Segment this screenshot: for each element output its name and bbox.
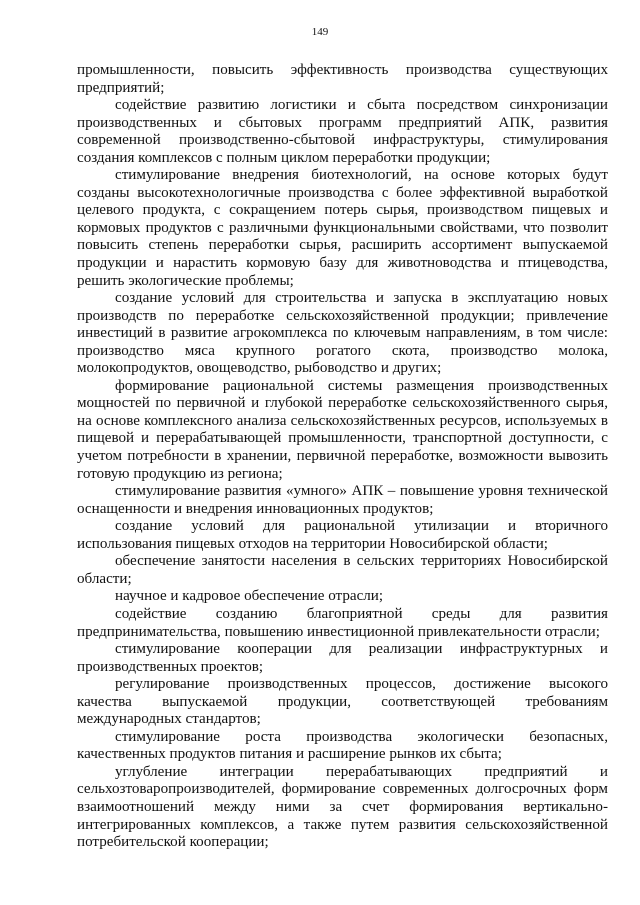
paragraph: стимулирование кооперации для реализации инфраструктурных и производственных проектов; bbox=[77, 641, 608, 675]
paragraph: научное и кадровое обеспечение отрасли; bbox=[115, 588, 384, 605]
page-number: 149 bbox=[311, 26, 329, 38]
paragraph: обеспечение занятости населения в сельских территориях Новосибирской области; bbox=[77, 553, 608, 587]
paragraph: создание условий для строительства и запуска в эксплуатацию новых производств по переработке сельскохозяйственной продукции; привлечение инвестиций в развитие агрокомплекса по ключевым направлениям, в том числе: производство мяса крупного рогатого скота, производство молока, молокопродуктов, овощеводство, рыбоводство и других; bbox=[77, 290, 608, 377]
paragraph: регулирование производственных процессов, достижение высокого качества выпускаемой продукции, соответствующей требованиям международных стандартов; bbox=[77, 676, 608, 728]
paragraph: создание условий для рациональной утилизации и вторичного использования пищевых отходов на территории Новосибирской области; bbox=[77, 518, 608, 552]
paragraph: формирование рациональной системы размещения производственных мощностей по первичной и глубокой переработке сельскохозяйственного сырья, на основе комплексного анализа сельскохозяйственных ресурсов, используемых в пищевой и перерабатывающей промышленности, транспортной доступности, с учетом потребности в хранении, первичной переработке, возможности вывозить готовую продукцию из региона; bbox=[77, 377, 608, 482]
paragraph: промышленности, повысить эффективность производства существующих предприятий; bbox=[77, 62, 608, 96]
paragraph: стимулирование внедрения биотехнологий, на основе которых будут созданы высокотехнологичные производства с более эффективной выработкой целевого продукта, с сокращением потерь сырья, производством пищевых и кормовых продуктов с различными функциональными свойствами, что позволит повысить степень переработки сырья, расширить ассортимент выпускаемой продукции и нарастить кормовую базу для животноводства и птицеводства, решить экологические проблемы; bbox=[77, 167, 608, 289]
paragraph: содействие развитию логистики и сбыта посредством синхронизации производственных и сбытовых программ предприятий АПК, развития современной производственно-сбытовой инфраструктуры, стимулирования создания комплексов с полным циклом переработки продукции; bbox=[77, 97, 608, 166]
paragraph: углубление интеграции перерабатывающих предприятий и сельхозтоваропроизводителей, формирование современных долгосрочных форм взаимоотношений между ними за счет формирования вертикально-интегрированных комплексов, а также путем развития сельскохозяйственной потребительской кооперации; bbox=[77, 763, 608, 851]
paragraph: стимулирование развития «умного» АПК – повышение уровня технической оснащенности и внедрения инновационных продуктов; bbox=[77, 483, 608, 517]
body-text bbox=[77, 62, 608, 852]
paragraph: содействие созданию благоприятной среды для развития предпринимательства, повышению инвестиционной привлекательности отрасли; bbox=[77, 605, 608, 640]
paragraph: стимулирование роста производства экологически безопасных, качественных продуктов питания и расширение рынков их сбыта; bbox=[77, 728, 608, 763]
